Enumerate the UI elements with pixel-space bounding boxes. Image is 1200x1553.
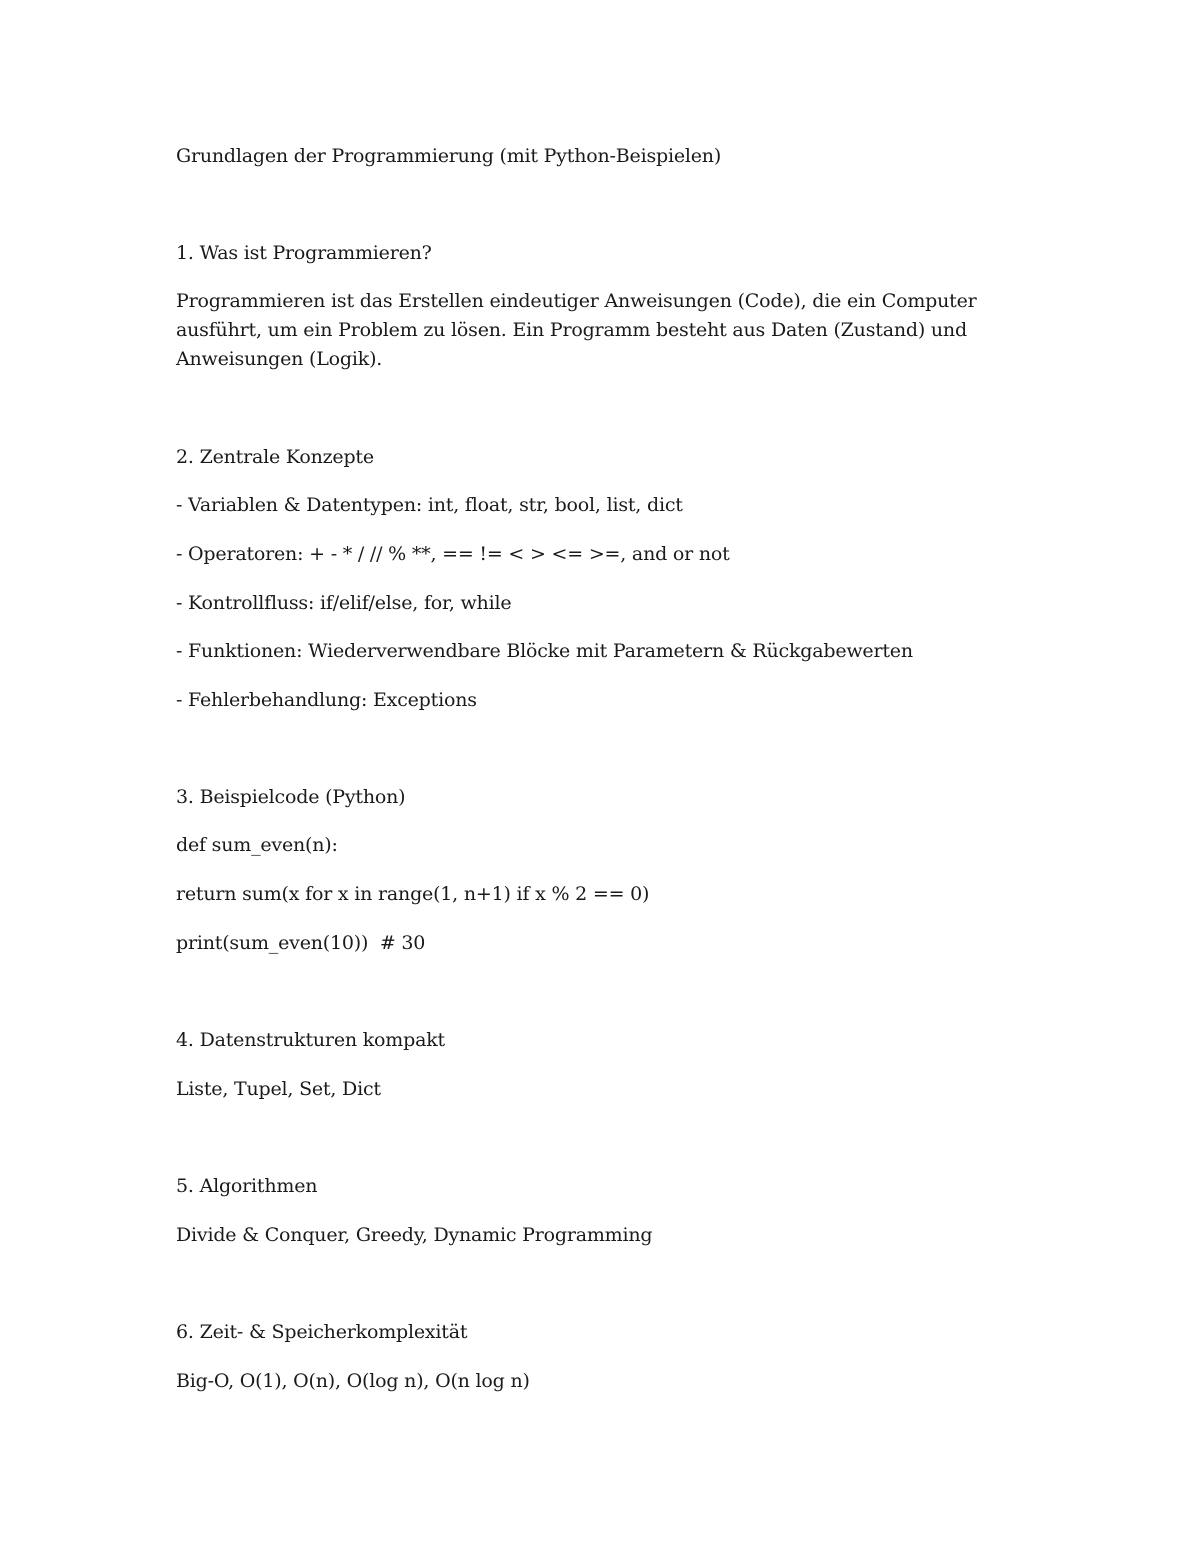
section-2-heading: 2. Zentrale Konzepte <box>176 446 374 468</box>
list-item-functions: - Funktionen: Wiederverwendbare Blöcke mit Parametern & Rückgabewerten <box>176 640 913 662</box>
section-5-heading: 5. Algorithmen <box>176 1175 318 1197</box>
section-3-heading: 3. Beispielcode (Python) <box>176 786 406 808</box>
section-1-heading: 1. Was ist Programmieren? <box>176 242 432 264</box>
section-6-heading: 6. Zeit- & Speicherkomplexität <box>176 1321 468 1343</box>
section-4-heading: 4. Datenstrukturen kompakt <box>176 1029 445 1051</box>
list-item-variables: - Variablen & Datentypen: int, float, str, bool, list, dict <box>176 494 683 516</box>
list-item-control-flow: - Kontrollfluss: if/elif/else, for, while <box>176 592 512 614</box>
list-item-error-handling: - Fehlerbehandlung: Exceptions <box>176 689 477 711</box>
document-title: Grundlagen der Programmierung (mit Python-Beispielen) <box>176 145 722 167</box>
list-item-operators: - Operatoren: + - * / // % **, == != < > <= >=, and or not <box>176 543 730 565</box>
section-6-text: Big-O, O(1), O(n), O(log n), O(n log n) <box>176 1370 530 1392</box>
code-line: return sum(x for x in range(1, n+1) if x % 2 == 0) <box>176 883 650 905</box>
section-1-paragraph: Programmieren ist das Erstellen eindeutiger Anweisungen (Code), die ein Computer ausführt, um ein Problem zu lösen. Ein Programm besteht aus Daten (Zustand) und Anweisungen (Logik). <box>176 290 977 370</box>
code-line: print(sum_even(10)) # 30 <box>176 932 426 954</box>
code-line: def sum_even(n): <box>176 834 338 856</box>
section-4-text: Liste, Tupel, Set, Dict <box>176 1078 381 1100</box>
section-5-text: Divide & Conquer, Greedy, Dynamic Programming <box>176 1224 653 1246</box>
